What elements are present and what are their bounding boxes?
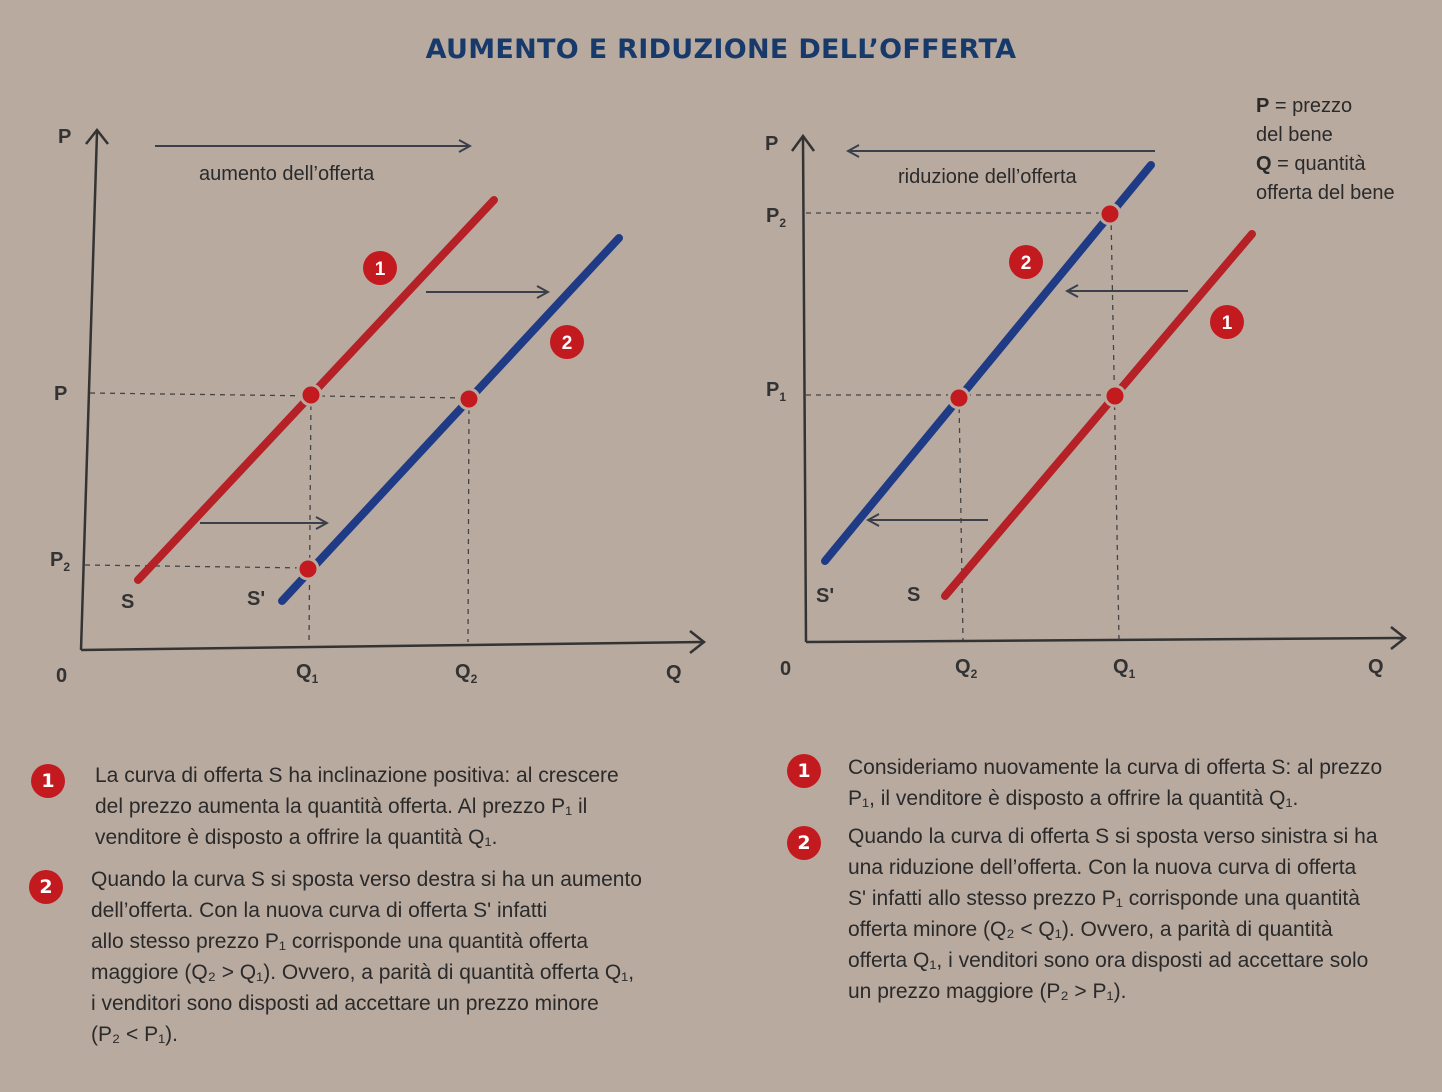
left-shift-caption: aumento dell’offerta: [199, 163, 375, 185]
left-marker-2-label: 2: [561, 333, 573, 354]
left-p2-line: (P₂ < P₁).: [91, 1023, 179, 1046]
left-point-s-prime-p2: [298, 559, 318, 579]
right-q1-guide: [1111, 215, 1119, 640]
right-graph: [765, 133, 1405, 681]
left-curve-s-prime-label: S': [247, 588, 266, 610]
legend-p-line-1: P = prezzo: [1256, 95, 1353, 117]
right-shift-caption: riduzione dell’offerta: [898, 166, 1077, 188]
right-p2-line: offerta minore (Q₂ < Q₁). Ovvero, a parità di quantità: [848, 918, 1333, 941]
left-q2-guide: [468, 399, 469, 642]
right-x-axis: [806, 638, 1404, 642]
page-title: AUMENTO E RIDUZIONE DELL’OFFERTA: [425, 34, 1017, 65]
right-paragraph-2: [848, 821, 1428, 1007]
right-p2-line: offerta Q₁, i venditori sono ora disposti ad accettare solo: [848, 949, 1369, 972]
left-p1-line: La curva di offerta S ha inclinazione positiva: al crescere: [95, 764, 619, 787]
legend-q-line-2: offerta del bene: [1256, 182, 1395, 204]
left-marker-1-label: 1: [374, 259, 386, 280]
left-p2-line: allo stesso prezzo P₁ corrisponde una quantità offerta: [91, 930, 588, 953]
right-bullet-1: 1: [787, 754, 821, 788]
right-p1-line: Consideriamo nuovamente la curva di offerta S: al prezzo: [848, 756, 1383, 779]
left-price-label-p2: $P_2$: [50, 549, 71, 574]
legend-q-line-1: Q = quantità: [1256, 153, 1366, 175]
legend-p-line-2: del bene: [1256, 124, 1333, 146]
right-price-label-p1: $P_1$: [766, 379, 787, 404]
right-quantity-label-q1: $Q_1$: [1113, 656, 1136, 681]
right-point-s-prime-p2: [1100, 204, 1120, 224]
right-p2-line: Quando la curva di offerta S si sposta verso sinistra si ha: [848, 825, 1378, 848]
right-bullet-2: 2: [787, 826, 821, 860]
left-y-axis: [81, 132, 97, 650]
right-price-label-p2: $P_2$: [766, 205, 787, 230]
right-p1-line: P₁, il venditore è disposto a offrire la quantità Q₁.: [848, 787, 1299, 810]
right-x-axis-label: Q: [1368, 656, 1384, 678]
right-p2-line: S' infatti allo stesso prezzo P₁ corrisponde una quantità: [848, 887, 1360, 910]
left-bullet-2: 2: [29, 870, 63, 904]
left-p2-line: i venditori sono disposti ad accettare un prezzo minore: [91, 992, 599, 1015]
left-p1-line: del prezzo aumenta la quantità offerta. Al prezzo P₁ il: [95, 795, 588, 818]
right-supply-curve-s-prime: [825, 165, 1151, 561]
right-marker-2-label: 2: [1020, 253, 1032, 274]
right-y-axis-label: P: [765, 133, 779, 155]
left-quantity-label-q1: $Q_1$: [296, 661, 319, 686]
left-y-axis-label: P: [58, 126, 72, 148]
left-point-s-p1: [301, 385, 321, 405]
right-p2-line: un prezzo maggiore (P₂ > P₁).: [848, 980, 1127, 1003]
left-paragraph-1: [95, 760, 735, 853]
left-p1-line: venditore è disposto a offrire la quantità Q₁.: [95, 826, 498, 849]
left-q1-guide: [309, 395, 311, 645]
right-origin-label: 0: [780, 658, 792, 680]
right-quantity-label-q2: $Q_2$: [955, 656, 978, 681]
left-bullet-1: 1: [31, 764, 65, 798]
left-p1-guide: [90, 393, 470, 398]
left-quantity-label-q2: $Q_2$: [455, 661, 478, 686]
right-supply-curve-s: [945, 234, 1252, 596]
left-origin-label: 0: [56, 665, 68, 687]
left-p2-line: maggiore (Q₂ > Q₁). Ovvero, a parità di quantità offerta Q₁,: [91, 961, 635, 984]
right-point-s-prime-p1: [949, 388, 969, 408]
left-price-label-p1: P: [54, 383, 68, 405]
right-y-axis: [803, 138, 806, 642]
legend: [1256, 92, 1395, 208]
right-point-s-p1: [1105, 386, 1125, 406]
left-p2-line: Quando la curva S si sposta verso destra si ha un aumento: [91, 868, 642, 891]
left-graph: [50, 126, 704, 687]
left-paragraph-2: [91, 864, 731, 1050]
right-curve-s-prime-label: S': [816, 585, 835, 607]
left-p2-line: dell’offerta. Con la nuova curva di offerta S' infatti: [91, 899, 548, 922]
right-paragraph-1: [848, 752, 1428, 814]
left-point-s-prime-p1: [459, 389, 479, 409]
left-x-axis: [81, 642, 703, 650]
right-marker-1-label: 1: [1221, 313, 1233, 334]
left-p2-guide: [85, 565, 308, 568]
left-x-axis-label: Q: [666, 662, 682, 684]
right-curve-s-label: S: [907, 584, 921, 606]
right-p2-line: una riduzione dell’offerta. Con la nuova curva di offerta: [848, 856, 1357, 879]
left-curve-s-label: S: [121, 591, 135, 613]
